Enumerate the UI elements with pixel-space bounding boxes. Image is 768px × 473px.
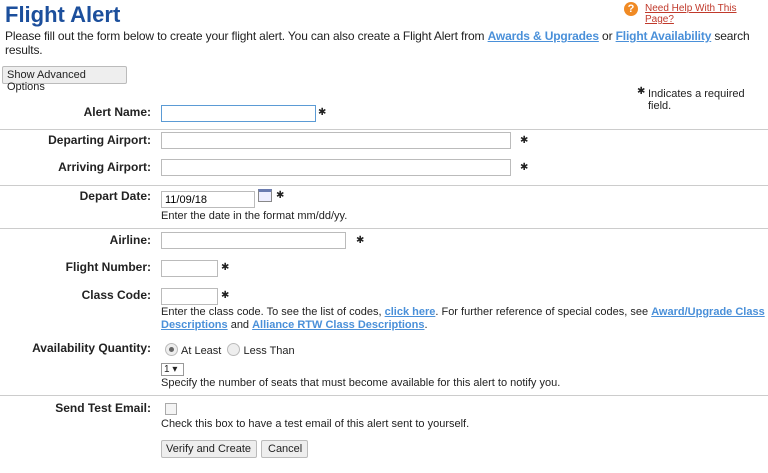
send-test-email-label: Send Test Email: bbox=[55, 401, 151, 415]
required-star-icon: ✱ bbox=[276, 190, 285, 201]
calendar-icon[interactable] bbox=[258, 189, 272, 202]
availability-quantity-label: Availability Quantity: bbox=[32, 341, 151, 355]
quantity-help: Specify the number of seats that must become available for this alert to notify you. bbox=[161, 377, 561, 389]
intro-part: Please fill out the form below to create your flight alert. You can also create a Flight Alert from bbox=[5, 29, 488, 43]
arriving-airport-input[interactable] bbox=[161, 159, 511, 176]
show-advanced-options-button[interactable]: Show Advanced Options bbox=[2, 66, 127, 84]
required-star-icon: ✱ bbox=[318, 107, 327, 118]
test-email-help: Check this box to have a test email of this alert sent to yourself. bbox=[161, 418, 470, 430]
awards-upgrades-link[interactable]: Awards & Upgrades bbox=[487, 29, 599, 43]
arriving-airport-label: Arriving Airport: bbox=[58, 160, 151, 174]
departing-airport-input[interactable] bbox=[161, 132, 511, 149]
flight-number-input[interactable] bbox=[161, 260, 218, 277]
depart-date-input[interactable] bbox=[161, 191, 255, 208]
airline-label: Airline: bbox=[109, 233, 151, 247]
alert-name-label: Alert Name: bbox=[83, 105, 151, 119]
required-star-icon: ✱ bbox=[221, 262, 230, 273]
less-than-label: Less Than bbox=[243, 345, 295, 357]
page-title: Flight Alert bbox=[5, 2, 121, 27]
award-upgrade-class-link[interactable]: Descriptions bbox=[161, 319, 228, 331]
required-note: Indicates a required field. bbox=[648, 88, 745, 112]
intro-part: or bbox=[598, 29, 616, 43]
availability-radio-group bbox=[165, 343, 295, 357]
divider bbox=[0, 129, 768, 130]
help-part: Enter the class code. To see the list of codes, bbox=[161, 306, 385, 318]
send-test-email-checkbox[interactable] bbox=[165, 403, 177, 415]
at-least-radio[interactable] bbox=[165, 343, 178, 356]
less-than-radio[interactable] bbox=[227, 343, 240, 356]
divider bbox=[0, 228, 768, 229]
required-star-icon: ✱ bbox=[221, 290, 230, 301]
help-part: . bbox=[424, 319, 428, 331]
divider bbox=[0, 395, 768, 396]
airline-input[interactable] bbox=[161, 232, 346, 249]
departing-airport-label: Departing Airport: bbox=[48, 133, 151, 147]
intro-part: results. bbox=[5, 43, 43, 57]
flight-number-label: Flight Number: bbox=[65, 260, 151, 274]
class-code-help bbox=[161, 306, 765, 332]
at-least-label: At Least bbox=[181, 345, 222, 357]
required-star-icon: ✱ bbox=[520, 135, 529, 146]
required-star-icon: ✱ bbox=[637, 86, 646, 97]
help-icon[interactable]: ? bbox=[624, 2, 638, 16]
cancel-button[interactable]: Cancel bbox=[261, 440, 308, 458]
click-here-link[interactable]: click here bbox=[384, 306, 436, 318]
class-code-input[interactable] bbox=[161, 288, 218, 305]
divider bbox=[0, 185, 768, 186]
flight-availability-link[interactable]: Flight Availability bbox=[615, 29, 712, 43]
help-link[interactable]: Need Help With This Page? bbox=[645, 3, 737, 25]
depart-date-label: Depart Date: bbox=[79, 189, 151, 203]
alert-name-input[interactable] bbox=[161, 105, 316, 122]
intro-text-line2 bbox=[5, 43, 42, 57]
help-part: . For further reference of special codes, see bbox=[435, 306, 652, 318]
date-format-help: Enter the date in the format mm/dd/yy. bbox=[161, 210, 348, 222]
verify-and-create-button[interactable]: Verify and Create bbox=[161, 440, 257, 458]
class-code-label: Class Code: bbox=[81, 288, 151, 302]
award-upgrade-class-link[interactable]: Award/Upgrade Class bbox=[651, 306, 765, 318]
required-star-icon: ✱ bbox=[356, 235, 365, 246]
quantity-select[interactable]: 1 ▾ bbox=[161, 363, 184, 376]
intro-text bbox=[5, 29, 750, 43]
alliance-rtw-link[interactable]: Alliance RTW Class Descriptions bbox=[252, 319, 425, 331]
help-part: and bbox=[227, 319, 253, 331]
required-star-icon: ✱ bbox=[520, 162, 529, 173]
intro-part: search bbox=[711, 29, 750, 43]
